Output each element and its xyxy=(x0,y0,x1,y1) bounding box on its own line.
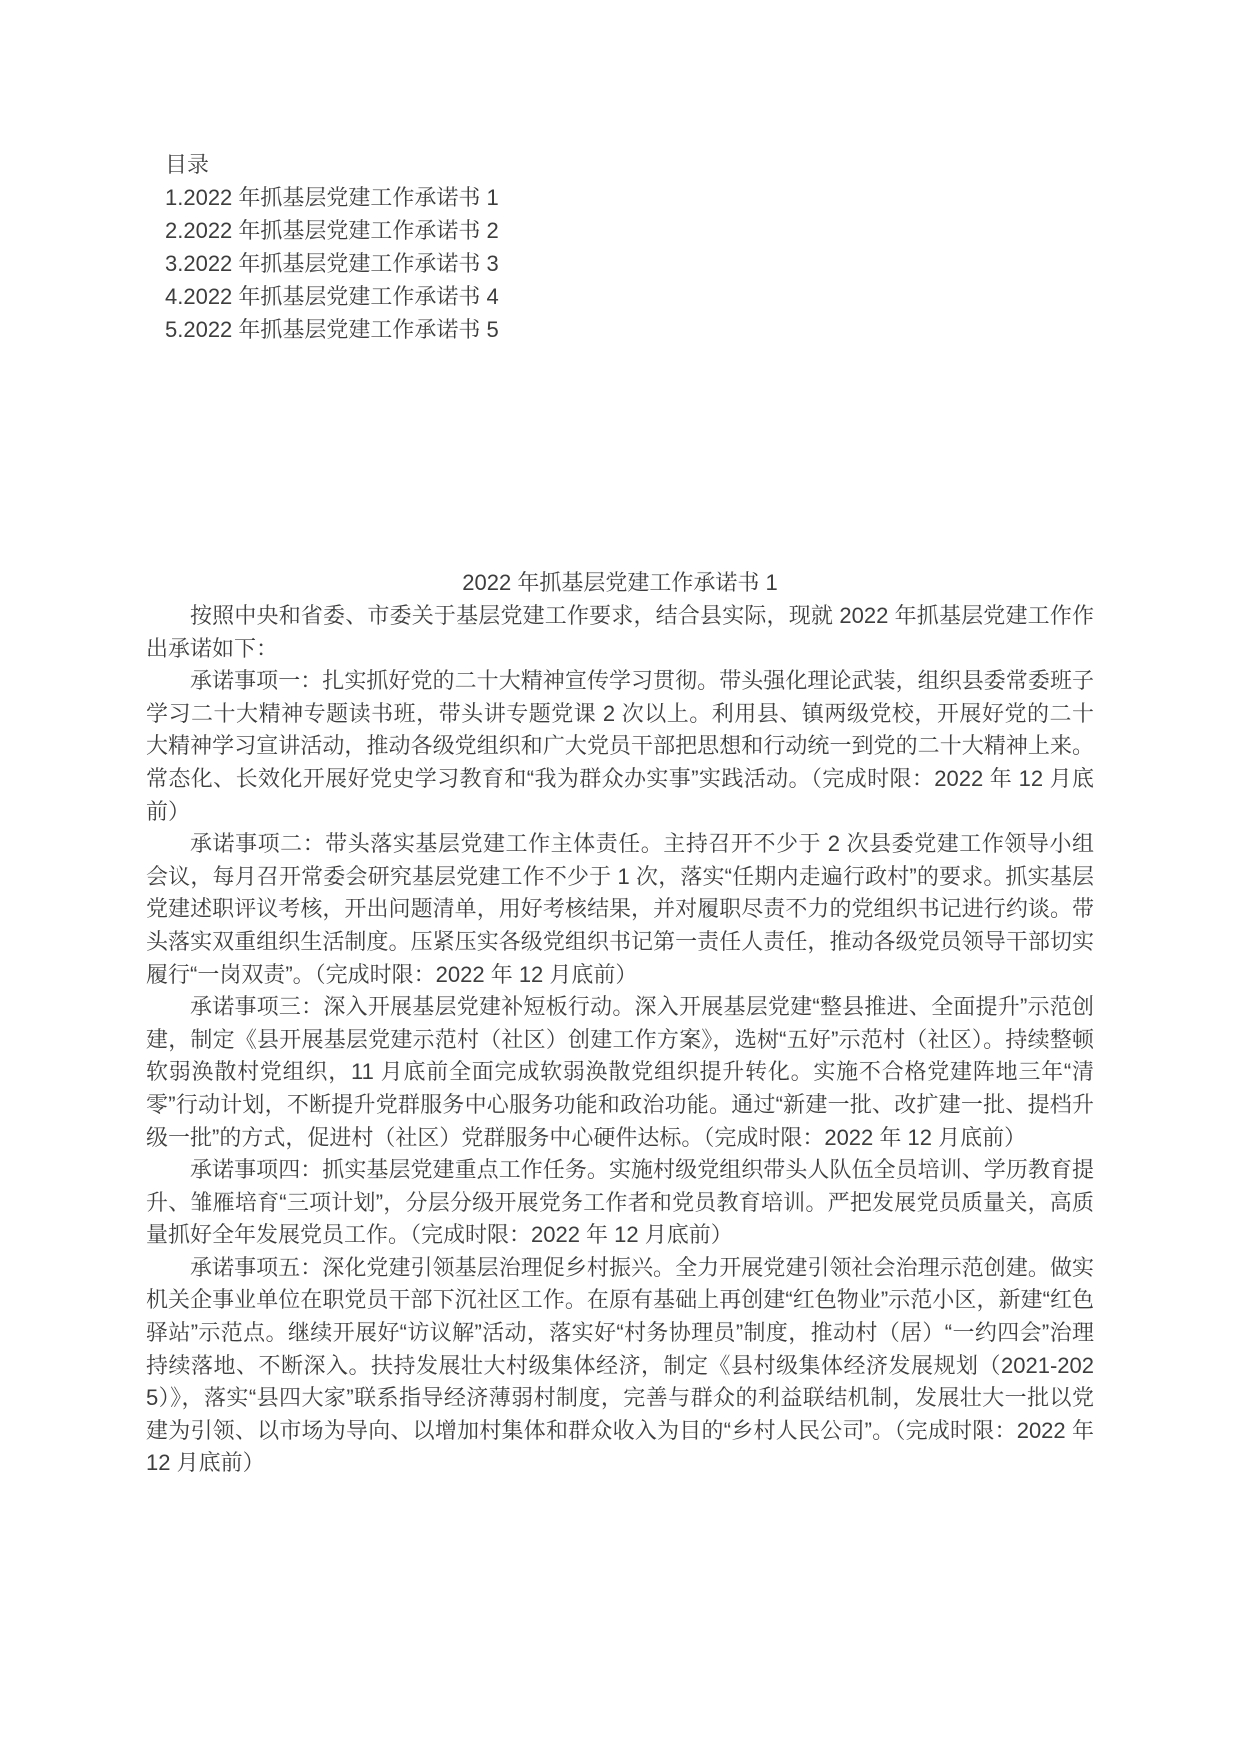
paragraph-commitment-4: 承诺事项四：抓实基层党建重点工作任务。实施村级党组织带头人队伍全员培训、学历教育提升、雏雁培育“三项计划”，分层分级开展党务工作者和党员教育培训。严把发展党员质量关，高质量抓好全年发展党员工作。（完成时限：2022 年 12 月底前） xyxy=(146,1157,1094,1248)
toc-item-4: 4.2022 年抓基层党建工作承诺书 4 xyxy=(165,284,499,309)
table-of-contents xyxy=(165,148,1094,346)
toc-item-1: 1.2022 年抓基层党建工作承诺书 1 xyxy=(165,185,499,210)
paragraph-commitment-3: 承诺事项三：深入开展基层党建补短板行动。深入开展基层党建“整县推进、全面提升”示范创建，制定《县开展基层党建示范村（社区）创建工作方案》，选树“五好”示范村（社区）。持续整顿软弱涣散村党组织，11 月底前全面完成软弱涣散党组织提升转化。实施不合格党建阵地三年“清零”行动计划，不断提升党群服务中心服务功能和政治功能。通过“新建一批、改扩建一批、提档升级一批”的方式，促进村（社区）党群服务中心硬件达标。（完成时限：2022 年 12 月底前） xyxy=(146,994,1094,1150)
paragraph-intro: 按照中央和省委、市委关于基层党建工作要求，结合县实际，现就 2022 年抓基层党建工作作出承诺如下： xyxy=(146,603,1094,661)
section-gap xyxy=(146,346,1094,566)
document-title: 2022 年抓基层党建工作承诺书 1 xyxy=(462,570,778,595)
toc-item-5: 5.2022 年抓基层党建工作承诺书 5 xyxy=(165,317,499,342)
paragraph-commitment-2: 承诺事项二：带头落实基层党建工作主体责任。主持召开不少于 2 次县委党建工作领导小组会议，每月召开常委会研究基层党建工作不少于 1 次，落实“任期内走遍行政村”的要求。抓实基层党建述职评议考核，开出问题清单，用好考核结果，并对履职尽责不力的党组织书记进行约谈。带头落实双重组织生活制度。压紧压实各级党组织书记第一责任人责任，推动各级党员领导干部切实履行“一岗双责”。（完成时限：2022 年 12 月底前） xyxy=(146,831,1094,987)
toc-item-3: 3.2022 年抓基层党建工作承诺书 3 xyxy=(165,251,499,276)
paragraph-commitment-5: 承诺事项五：深化党建引领基层治理促乡村振兴。全力开展党建引领社会治理示范创建。做实机关企事业单位在职党员干部下沉社区工作。在原有基础上再创建“红色物业”示范小区，新建“红色驿站”示范点。继续开展好“访议解”活动，落实好“村务协理员”制度，推动村（居）“一约四会”治理持续落地、不断深入。扶持发展壮大村级集体经济，制定《县村级集体经济发展规划（2021-2025）》，落实“县四大家”联系指导经济薄弱村制度，完善与群众的利益联结机制，发展壮大一批以党建为引领、以市场为导向、以增加村集体和群众收入为目的“乡村人民公司”。（完成时限：2022 年 12 月底前） xyxy=(146,1254,1094,1476)
toc-item-2: 2.2022 年抓基层党建工作承诺书 2 xyxy=(165,218,499,243)
toc-title: 目录 xyxy=(165,152,210,177)
paragraph-commitment-1: 承诺事项一：扎实抓好党的二十大精神宣传学习贯彻。带头强化理论武装，组织县委常委班子学习二十大精神专题读书班，带头讲专题党课 2 次以上。利用县、镇两级党校，开展好党的二十大精神学习宣讲活动，推动各级党组织和广大党员干部把思想和行动统一到党的二十大精神上来。常态化、长效化开展好党史学习教育和“我为群众办实事”实践活动。（完成时限：2022 年 12 月底前） xyxy=(146,668,1094,824)
